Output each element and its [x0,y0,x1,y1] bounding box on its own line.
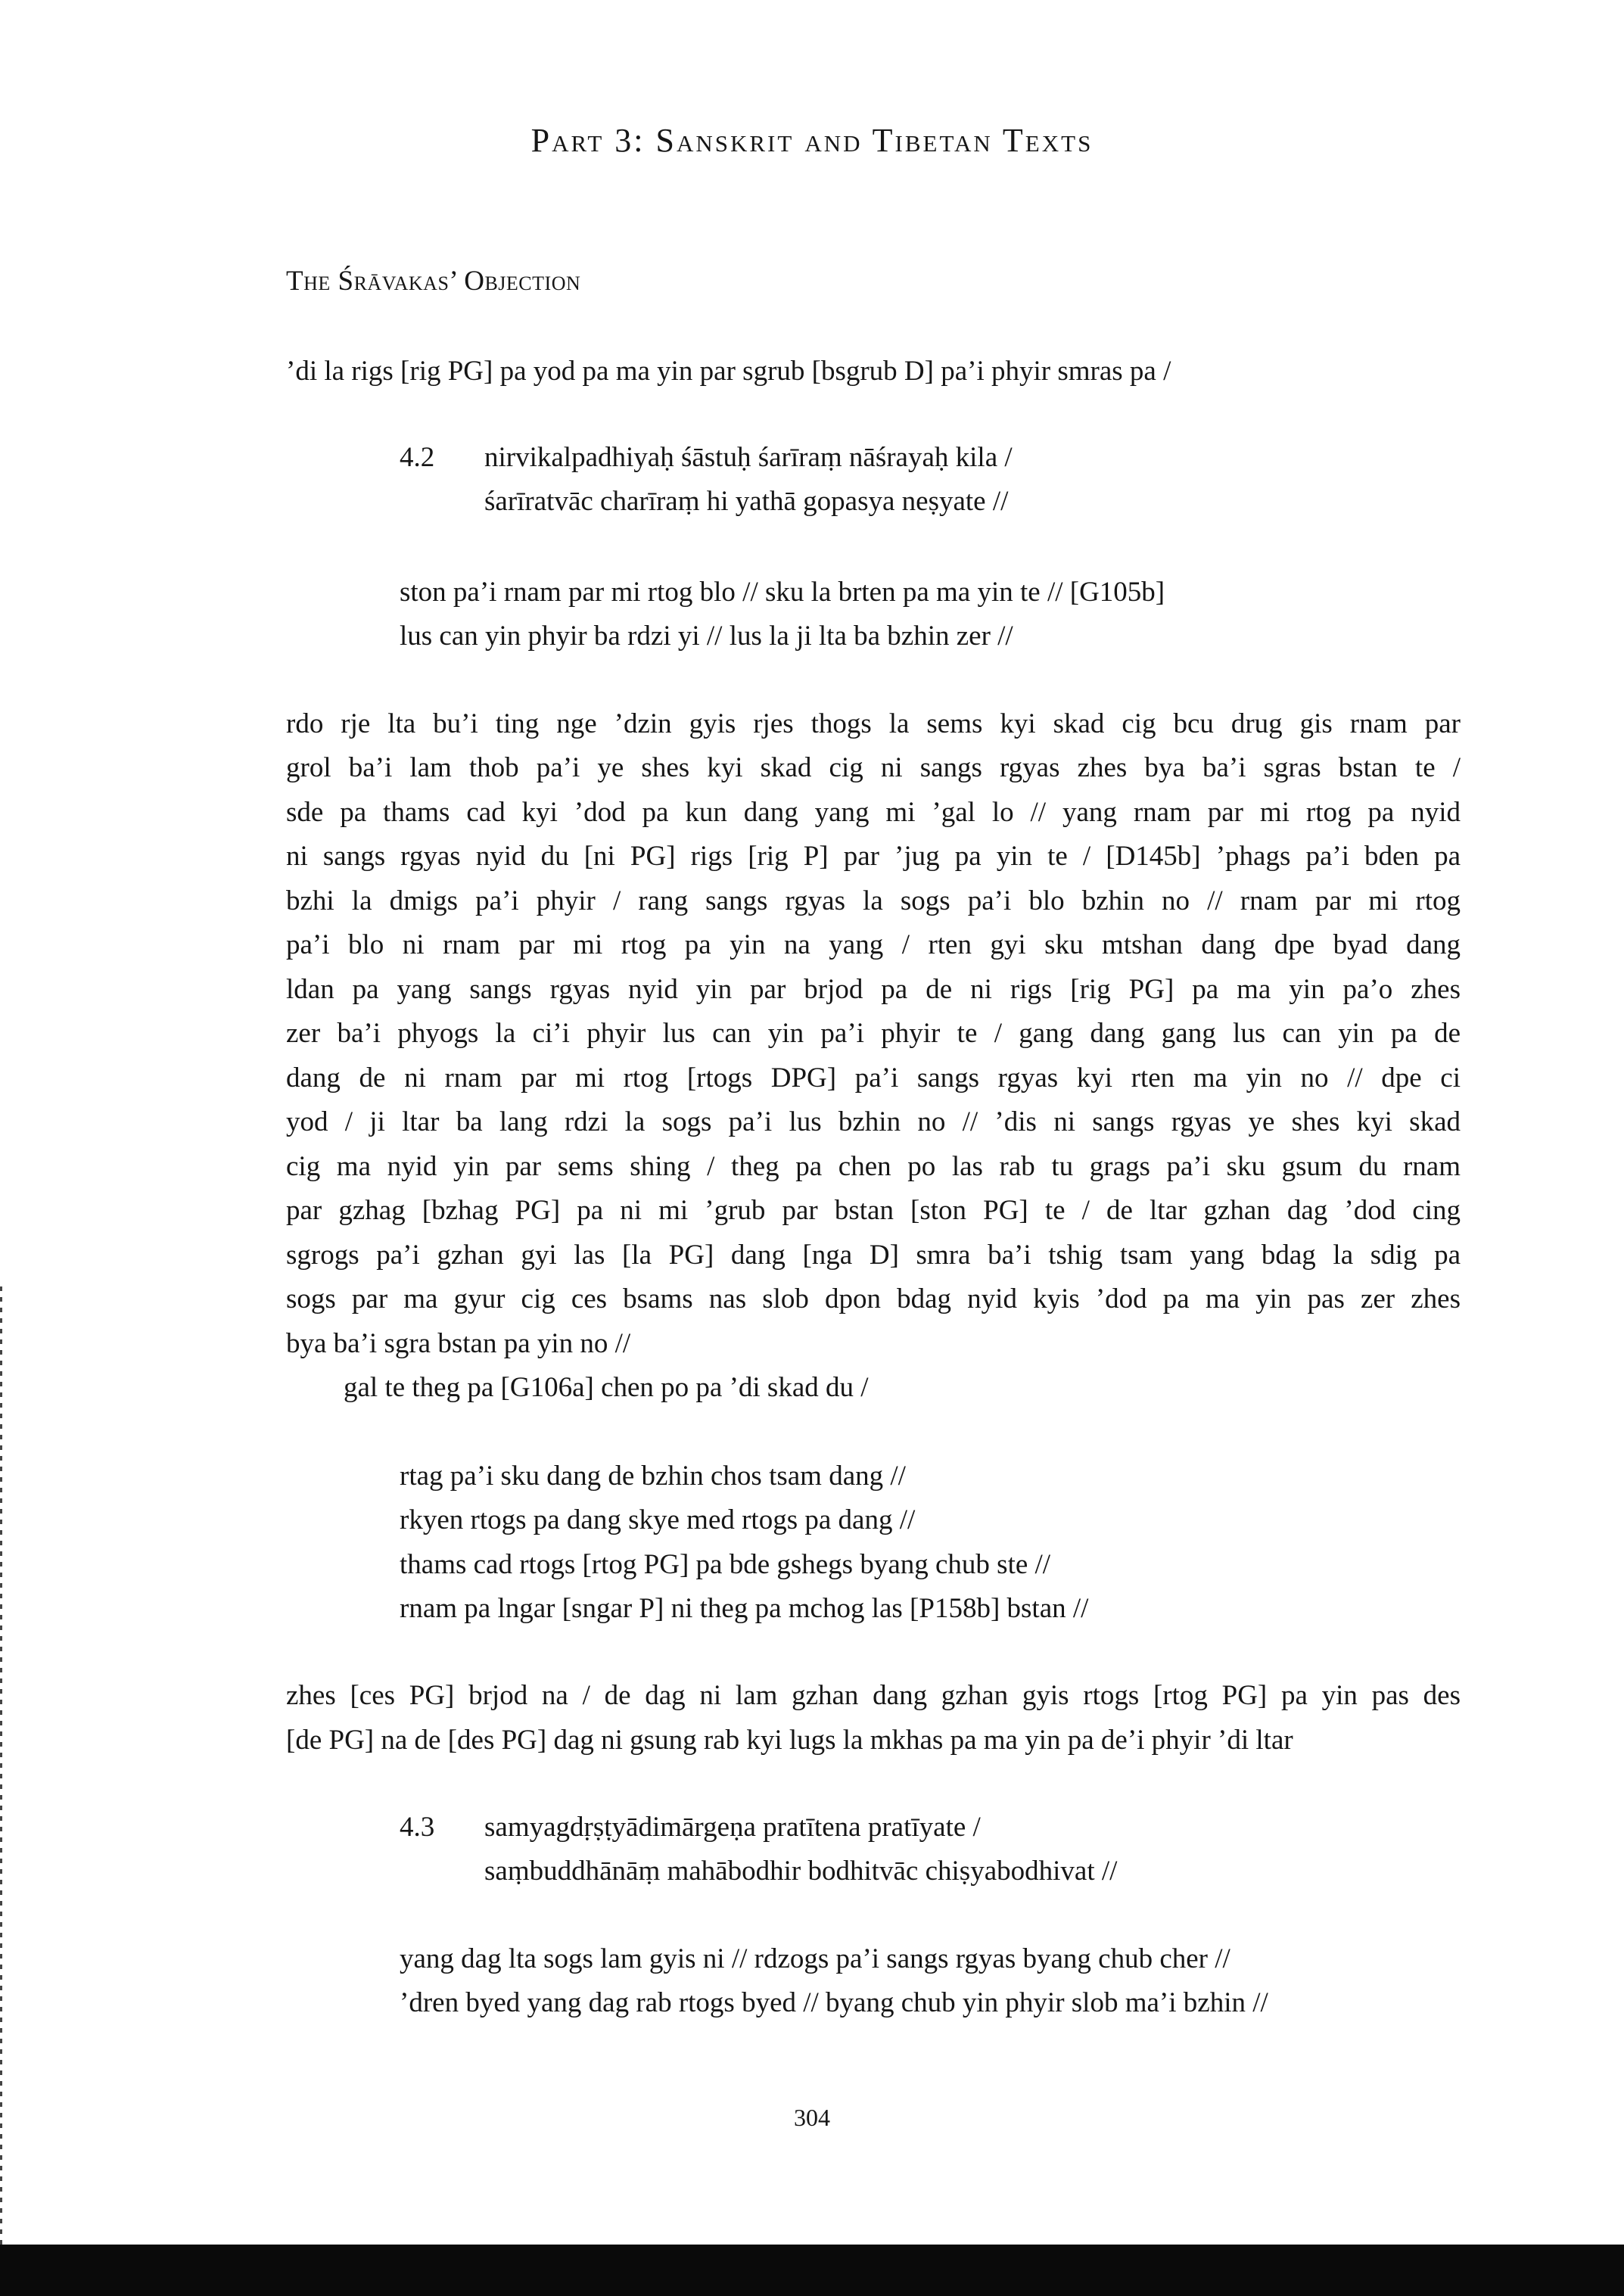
verse-number: 4.2 [400,442,435,473]
tibetan-verse-line: yang dag lta sogs lam gyis ni // rdzogs pa’i sangs rgyas byang chub cher // [400,1943,1230,1974]
tibetan-verse-line: ston pa’i rnam par mi rtog blo // sku la brten pa ma yin te // [G105b] [400,577,1165,608]
sanskrit-verse-line: saṃbuddhānāṃ mahābodhir bodhitvāc chiṣyabodhivat // [484,1856,1118,1887]
running-head: Part 3: Sanskrit and Tibetan Texts [530,122,1094,159]
quoted-verse-line: rnam pa lngar [sngar P] ni theg pa mchog las [P158b] bstan // [400,1593,1089,1624]
commentary-line: zer ba’i phyogs la ci’i phyir lus can yin pa’i phyir te / gang dang gang lus can yin pa de [286,1018,1461,1049]
intro-line: ’di la rigs [rig PG] pa yod pa ma yin par sgrub [bsgrub D] pa’i phyir smras pa / [286,356,1171,387]
commentary-line: cig ma nyid yin par sems shing / theg pa chen po las rab tu grags pa’i sku gsum du rnam [286,1151,1461,1182]
scan-border-bar [0,2245,1624,2296]
commentary-line: sde pa thams cad kyi ’dod pa kun dang yang mi ’gal lo // yang rnam par mi rtog pa nyid [286,797,1461,828]
commentary-line: ni sangs rgyas nyid du [ni PG] rigs [rig P] par ’jug pa yin te / [D145b] ’phags pa’i bden pa [286,841,1461,872]
continuation-line: zhes [ces PG] brjod na / de dag ni lam gzhan dang gzhan gyis rtogs [rtog PG] pa yin pas des [286,1680,1461,1711]
sanskrit-verse-line: śarīratvāc charīraṃ hi yathā gopasya neṣyate // [484,486,1009,517]
commentary-line: pa’i blo ni rnam par mi rtog pa yin na yang / rten gyi sku mtshan dang dpe byad dang [286,929,1461,960]
commentary-line: sogs par ma gyur cig ces bsams nas slob dpon bdag nyid kyis ’dod pa ma yin pas zer zhes [286,1283,1461,1314]
sanskrit-verse-line: nirvikalpadhiyaḥ śāstuḥ śarīraṃ nāśrayaḥ kila / [484,442,1013,473]
scan-edge-artifact [0,1286,2,2245]
tibetan-verse-line: ’dren byed yang dag rab rtogs byed // byang chub yin phyir slob ma’i bzhin // [400,1987,1268,2018]
commentary-line: yod / ji ltar ba lang rdzi la sogs pa’i lus bzhin no // ’dis ni sangs rgyas ye shes kyi skad [286,1106,1461,1137]
commentary-line: grol ba’i lam thob pa’i ye shes kyi skad cig ni sangs rgyas zhes bya ba’i sgras bstan te / [286,752,1461,783]
continuation-line: [de PG] na de [des PG] dag ni gsung rab kyi lugs la mkhas pa ma yin pa de’i phyir ’di ltar [286,1725,1293,1756]
commentary-line: ldan pa yang sangs rgyas nyid yin par brjod pa de ni rigs [rig PG] pa ma yin pa’o zhes [286,974,1461,1005]
section-title: The Śrāvakas’ Objection [286,266,581,297]
quoted-verse-line: rkyen rtogs pa dang skye med rtogs pa dang // [400,1504,916,1535]
commentary-line: bzhi la dmigs pa’i phyir / rang sangs rgyas la sogs pa’i blo bzhin no // rnam par mi rtog [286,885,1461,916]
tibetan-verse-line: lus can yin phyir ba rdzi yi // lus la ji lta ba bzhin zer // [400,621,1013,652]
indented-line: gal te theg pa [G106a] chen po pa ’di skad du / [344,1372,869,1403]
page-number: 304 [794,2104,830,2131]
commentary-line: sgrogs pa’i gzhan gyi las [la PG] dang [nga D] smra ba’i tshig tsam yang bdag la sdig pa [286,1240,1461,1271]
commentary-line: rdo rje lta bu’i ting nge ’dzin gyis rjes thogs la sems kyi skad cig bcu drug gis rnam par [286,708,1461,739]
commentary-line: bya ba’i sgra bstan pa yin no // [286,1328,631,1359]
commentary-line: par gzhag [bzhag PG] pa ni mi ’grub par bstan [ston PG] te / de ltar gzhan dag ’dod cing [286,1195,1461,1226]
verse-number: 4.3 [400,1812,435,1843]
sanskrit-verse-line: samyagdṛṣṭyādimārgeṇa pratītena pratīyate / [484,1812,981,1843]
commentary-line: dang de ni rnam par mi rtog [rtogs DPG] pa’i sangs rgyas kyi rten ma yin no // dpe ci [286,1062,1461,1094]
quoted-verse-line: rtag pa’i sku dang de bzhin chos tsam dang // [400,1461,906,1492]
quoted-verse-line: thams cad rtogs [rtog PG] pa bde gshegs byang chub ste // [400,1549,1051,1580]
